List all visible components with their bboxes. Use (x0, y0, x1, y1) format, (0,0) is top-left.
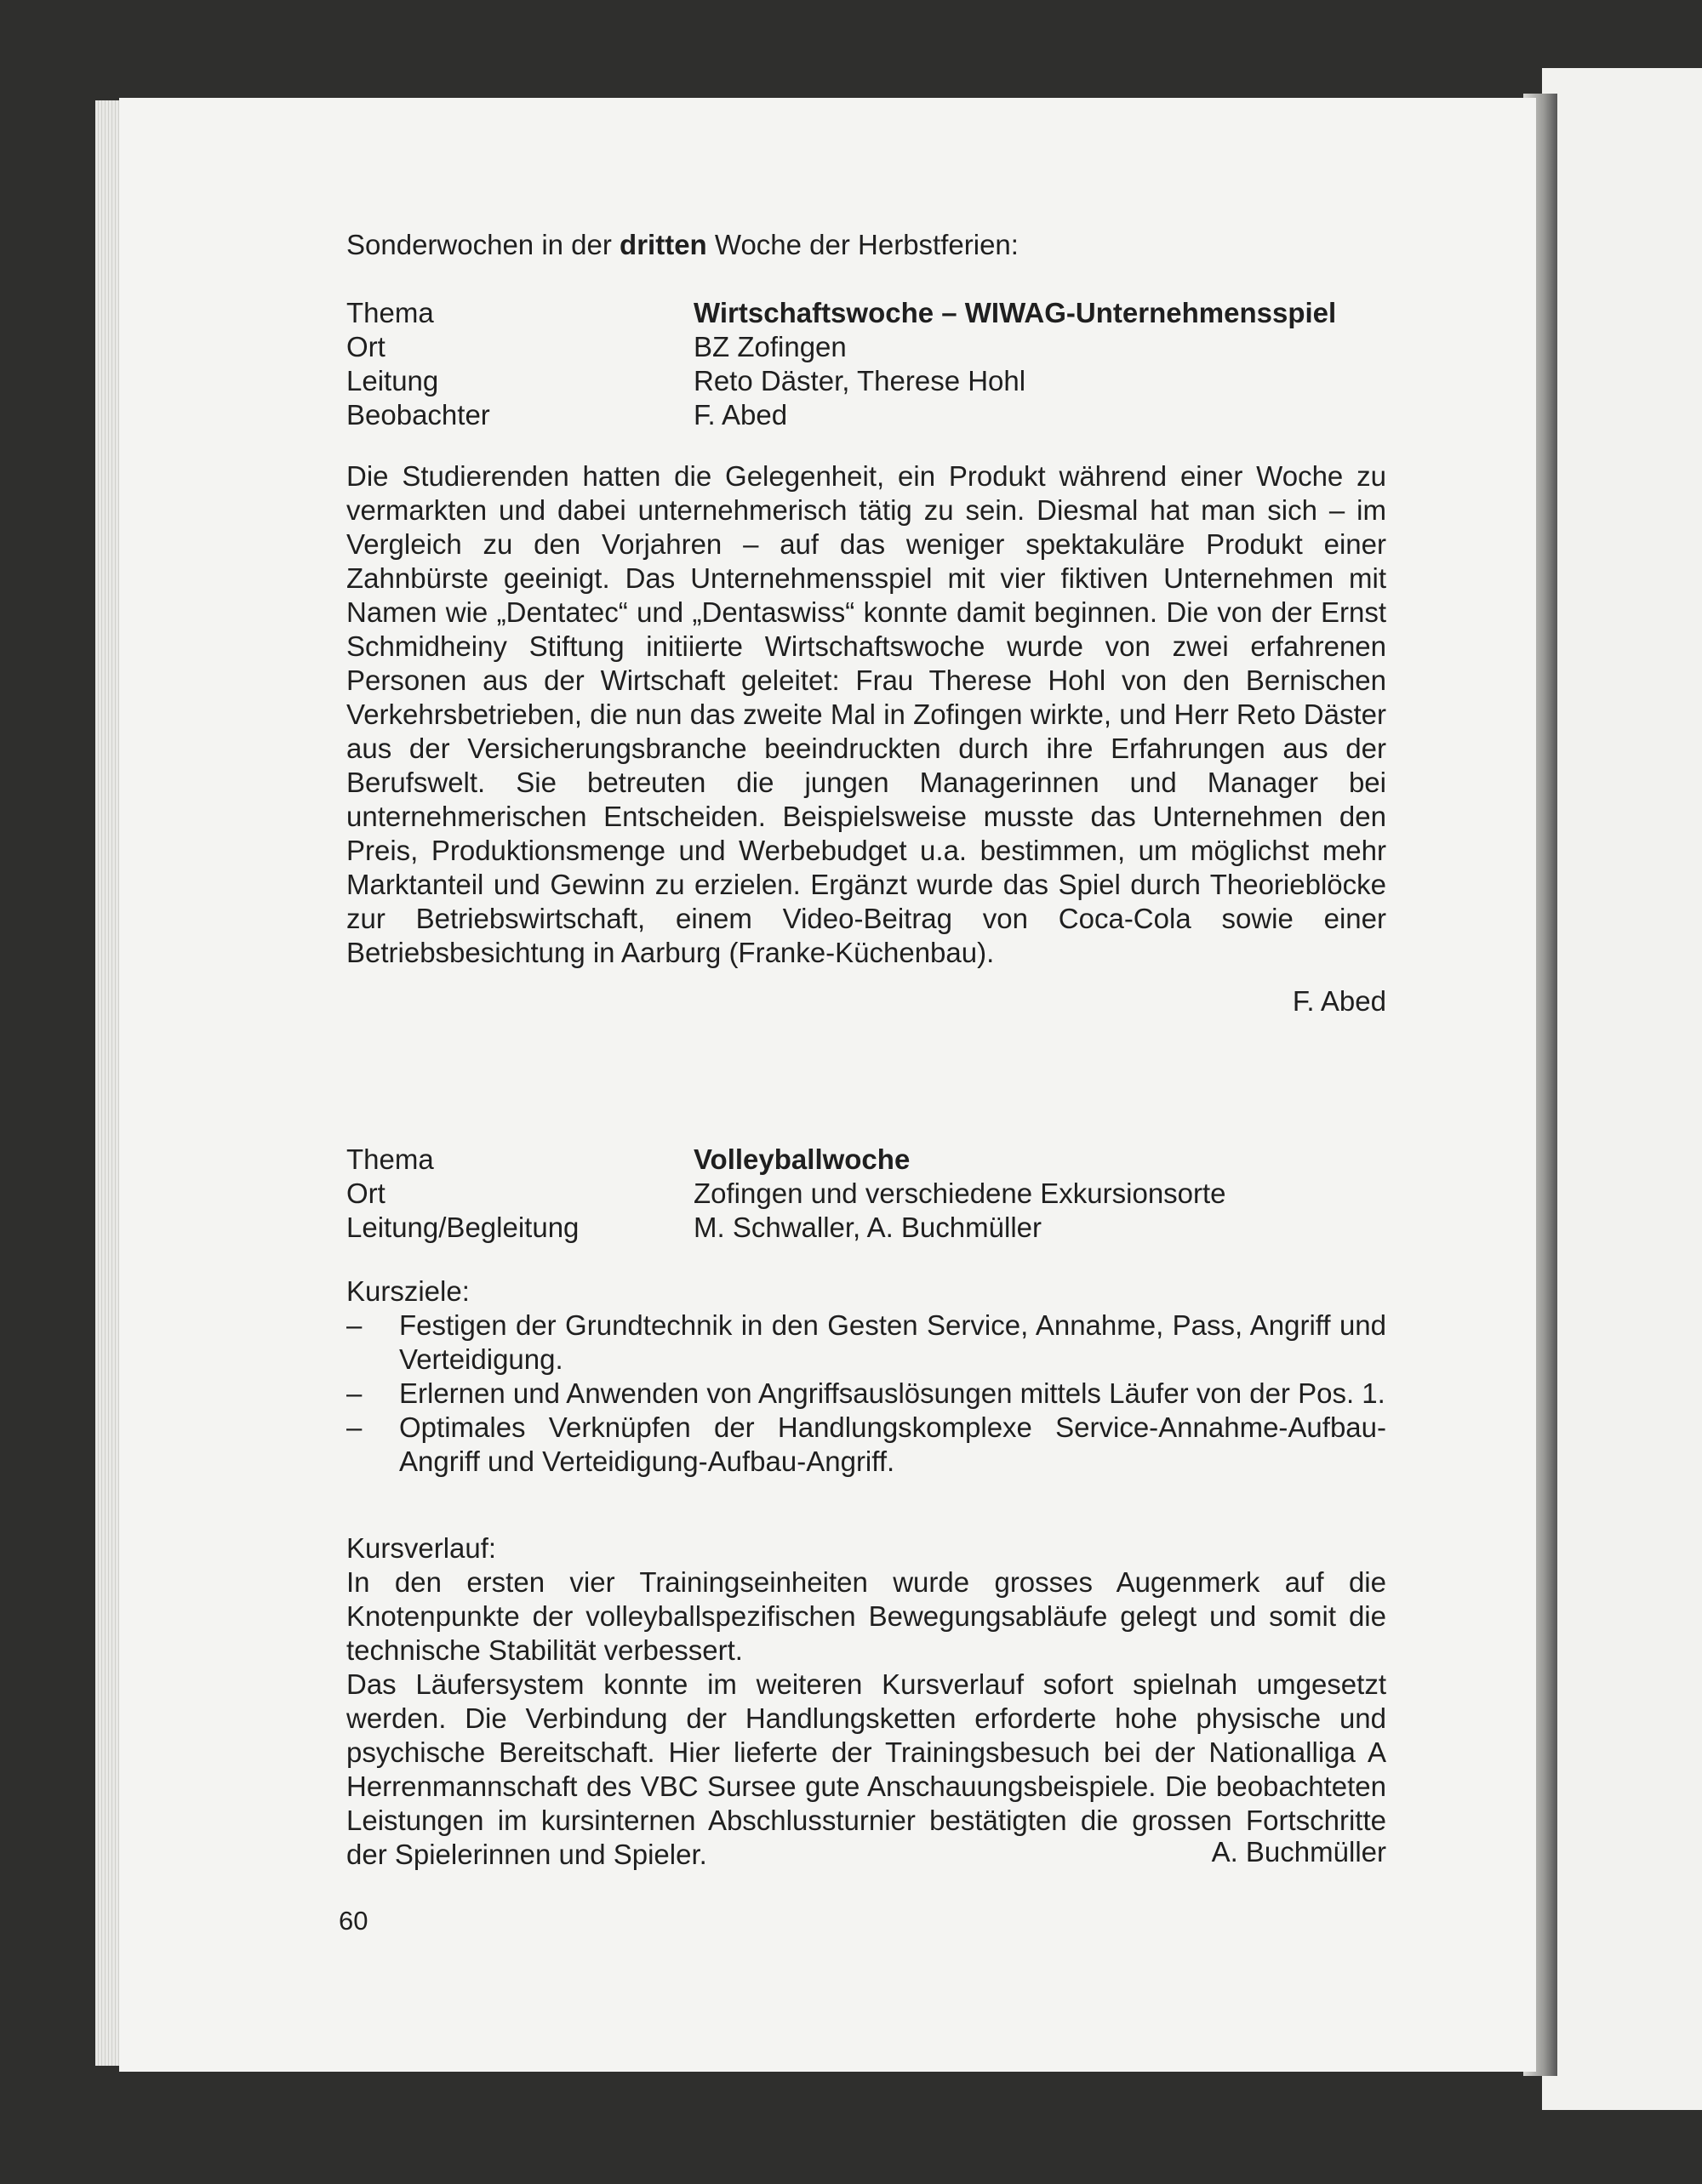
meta-value-title: Wirtschaftswoche – WIWAG-Unternehmensspiel (694, 297, 1337, 328)
list-item (346, 1309, 1386, 1377)
meta-row-ort (346, 1177, 1386, 1211)
meta-row-leitung (346, 1211, 1386, 1245)
progress-paragraph-2: Das Läufersystem konnte im weiteren Kursverlauf sofort spielnah umgesetzt werden. Die Verbindung der Handlungsketten erforderte hohe physische und psychische Bereitschaft. Hier lieferte der Trainingsbesuch bei der Nationalliga A Herrenmannschaft des VBC Sursee gute Anschauungsbeispiele. Die beobachteten Leistungen im kursinternen Abschlussturnier bestätigten die grossen Fortschritte der Spielerinnen und Spieler. (346, 1668, 1386, 1870)
meta-value: F. Abed (694, 399, 788, 431)
intro-emphasis: dritten (620, 229, 707, 260)
meta-value-title: Volleyballwoche (694, 1143, 911, 1175)
list-item (346, 1411, 1386, 1479)
meta-label: Leitung (346, 365, 439, 396)
meta-label: Thema (346, 297, 434, 328)
meta-value: Zofingen und verschiedene Exkursionsorte (694, 1178, 1226, 1209)
meta-row-leitung (346, 364, 1386, 398)
goals-list (346, 1309, 1386, 1479)
meta-label: Ort (346, 331, 386, 362)
section2-meta (346, 1143, 1386, 1245)
meta-row-beobachter (346, 398, 1386, 432)
section1-body: Die Studierenden hatten die Gelegenheit, ein Produkt während einer Woche zu vermarkten und dabei unternehmerisch tätig zu sein. Diesmal hat man sich – im Vergleich zu den Vorjahren – auf das weniger spektakuläre Produkt einer Zahnbürste geeinigt. Das Unternehmensspiel mit vier fiktiven Unternehmen mit Namen wie „Dentatec“ und „Dentaswiss“ konnte damit beginnen. Die von der Ernst Schmidheiny Stiftung initiierte Wirtschaftswoche wurde von zwei erfahrenen Personen aus der Wirtschaft geleitet: Frau Therese Hohl von den Bernischen Verkehrsbetrieben, die nun das zweite Mal in Zofingen wirkte, und Herr Reto Däster aus der Versicherungsbranche beeindruckten durch ihre Erfahrungen aus der Berufswelt. Sie betreuten die jungen Managerinnen und Manager bei unternehmerischen Entscheiden. Beispielsweise musste das Unternehmen den Preis, Produktionsmenge und Werbebudget u.a. bestimmen, um möglichst mehr Marktanteil und Gewinn zu erzielen. Ergänzt wurde das Spiel durch Theorieblöcke zur Betriebswirtschaft, einem Video-Beitrag von Coca-Cola sowie einer Betriebsbesichtung in Aarburg (Franke-Küchenbau). (346, 460, 1386, 968)
list-item (346, 1377, 1386, 1411)
section1-meta (346, 296, 1386, 432)
bullet-dash: – (346, 1377, 363, 1409)
meta-value: Reto Däster, Therese Hohl (694, 365, 1026, 396)
section1-signature: F. Abed (1292, 985, 1386, 1017)
meta-row-ort (346, 330, 1386, 364)
progress-paragraph-1: In den ersten vier Trainingseinheiten wurde grosses Augenmerk auf die Knotenpunkte der volleyballspezifischen Bewegungsabläufe gelegt und somit die technische Stabilität verbessert. (346, 1566, 1386, 1666)
goals-heading: Kursziele: (346, 1275, 470, 1307)
meta-row-thema (346, 296, 1386, 330)
meta-label: Leitung/Begleitung (346, 1212, 580, 1243)
meta-value: M. Schwaller, A. Buchmüller (694, 1212, 1042, 1243)
bullet-dash: – (346, 1411, 363, 1443)
facing-page (1542, 68, 1702, 2110)
goal-text: Optimales Verknüpfen der Handlungskomplexe Service-Annahme-Aufbau-Angriff und Verteidigung-Aufbau-Angriff. (399, 1411, 1386, 1477)
meta-label: Beobachter (346, 399, 490, 431)
intro-suffix: Woche der Herbstferien: (706, 229, 1019, 260)
intro-line (346, 228, 1386, 262)
goal-text: Festigen der Grundtechnik in den Gesten Service, Annahme, Pass, Angriff und Verteidigung. (399, 1309, 1386, 1375)
meta-row-thema (346, 1143, 1386, 1177)
goal-text: Erlernen und Anwenden von Angriffsauslösungen mittels Läufer von der Pos. 1. (399, 1377, 1385, 1409)
bullet-dash: – (346, 1309, 363, 1341)
page-number: 60 (339, 1906, 368, 1936)
progress-heading: Kursverlauf: (346, 1532, 497, 1564)
intro-prefix: Sonderwochen in der (346, 229, 620, 260)
meta-label: Ort (346, 1178, 386, 1209)
section2-signature: A. Buchmüller (1211, 1836, 1386, 1868)
meta-label: Thema (346, 1143, 434, 1175)
book-page-edges (95, 100, 121, 2066)
meta-value: BZ Zofingen (694, 331, 847, 362)
